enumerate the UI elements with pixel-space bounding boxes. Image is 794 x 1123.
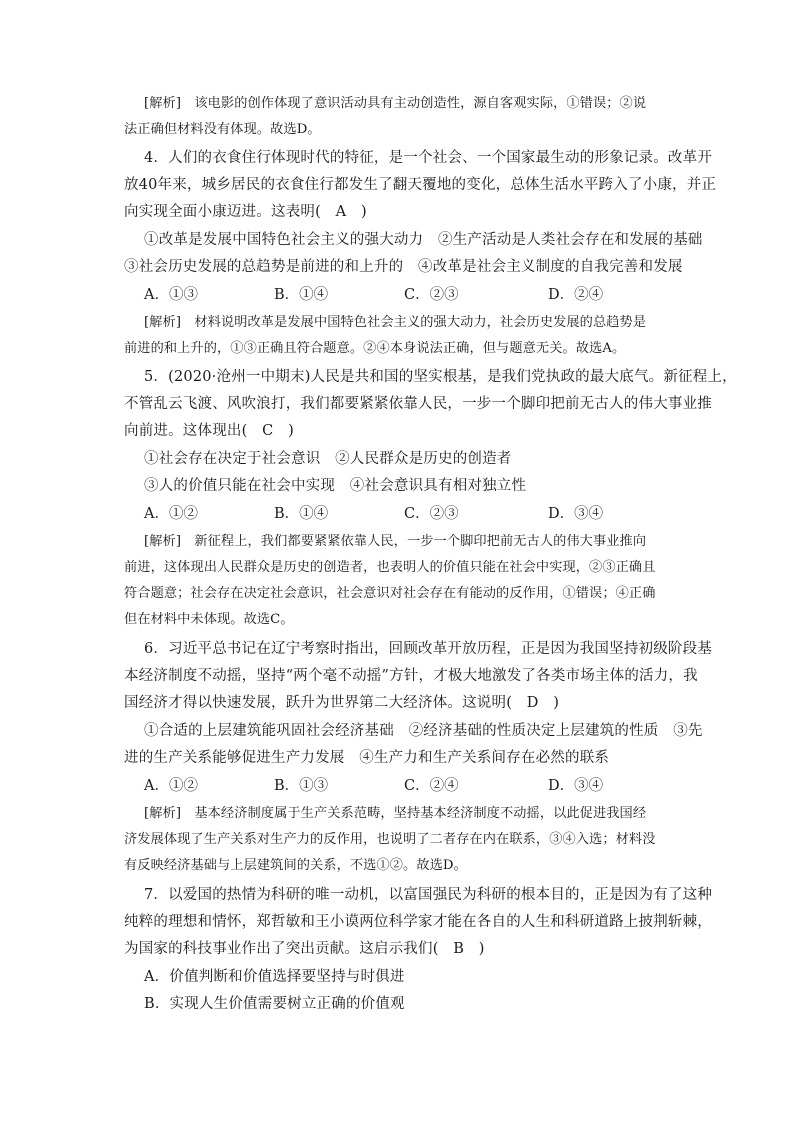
q6-option-c: C．②④ bbox=[404, 778, 459, 794]
question-6-line-1: 6．习近平总书记在辽宁考察时指出，回顾改革开放历程，正是因为我国坚持初级阶段基 bbox=[144, 641, 713, 657]
q7-option-b: B．实现人生价值需要树立正确的价值观 bbox=[144, 996, 405, 1012]
question-5-line-2: 不管乱云飞渡、风吹浪打，我们都要紧紧依靠人民，一步一个脚印把前无古人的伟大事业推 bbox=[124, 396, 712, 412]
q4-option-d: D．②④ bbox=[548, 287, 604, 303]
question-4-statements-2: ③社会历史发展的总趋势是前进的和上升的 ④改革是社会主义制度的自我完善和发展 bbox=[124, 259, 683, 275]
question-4-statements-1: ①改革是发展中国特色社会主义的强大动力 ②生产活动是人类社会存在和发展的基础 bbox=[144, 232, 703, 248]
q5-option-c: C．②③ bbox=[404, 506, 459, 522]
analysis-q4-line-2: 前进的和上升的，①③正确且符合题意。②④本身说法正确，但与题意无关。故选A。 bbox=[124, 341, 626, 356]
question-7-line-1: 7．以爱国的热情为科研的唯一动机，以富国强民为科研的根本目的，正是因为有了这种 bbox=[144, 887, 713, 903]
question-6-line-3: 国经济才得以快速发展，跃升为世界第二大经济体。这说明( D ) bbox=[124, 695, 560, 711]
analysis-q5-line-4: 但在材料中未体现。故选C。 bbox=[124, 612, 294, 627]
analysis-q3-line-1: [解析] 该电影的创作体现了意识活动具有主动创造性，源自客观实际，①错误；②说 bbox=[144, 96, 647, 111]
analysis-q6-line-2: 济发展体现了生产关系对生产力的反作用，也说明了二者存在内在联系，③④入选；材料没 bbox=[124, 832, 656, 847]
analysis-q6-line-1: [解析] 基本经济制度属于生产关系范畴，坚持基本经济制度不动摇，以此促进我国经 bbox=[144, 806, 647, 821]
q4-option-a: A．①③ bbox=[144, 287, 198, 303]
analysis-q4-line-1: [解析] 材料说明改革是发展中国特色社会主义的强大动力，社会历史发展的总趋势是 bbox=[144, 315, 647, 330]
analysis-q5-line-3: 符合题意；社会存在决定社会意识，社会意识对社会存在有能动的反作用，①错误；④正确 bbox=[124, 586, 656, 601]
q6-option-a: A．①② bbox=[144, 778, 198, 794]
question-5-line-3: 向前进。这体现出( C ) bbox=[124, 423, 295, 439]
analysis-q3-line-2: 法正确但材料没有体现。故选D。 bbox=[124, 122, 321, 137]
q5-option-d: D．③④ bbox=[548, 506, 604, 522]
analysis-q6-line-3: 有反映经济基础与上层建筑间的关系，不选①②。故选D。 bbox=[124, 858, 467, 873]
question-4-line-2: 放40年来，城乡居民的衣食住行都发生了翻天覆地的变化，总体生活水平跨入了小康，并正 bbox=[124, 177, 717, 193]
question-7-line-2: 纯粹的理想和情怀，郑哲敏和王小谟两位科学家才能在各自的人生和科研道路上披荆斩棘， bbox=[124, 914, 712, 930]
question-4-line-3: 向实现全面小康迈进。这表明( A ) bbox=[124, 204, 367, 220]
question-6-statements-2: 进的生产关系能够促进生产力发展 ④生产力和生产关系间存在必然的联系 bbox=[124, 750, 610, 766]
question-6-line-2: 本经济制度不动摇，坚持“两个毫不动摇”方针，才极大地激发了各类市场主体的活力，我 bbox=[124, 668, 698, 684]
question-6-statements-1: ①合适的上层建筑能巩固社会经济基础 ②经济基础的性质决定上层建筑的性质 ③先 bbox=[144, 723, 703, 739]
q4-option-b: B．①④ bbox=[274, 287, 329, 303]
q7-option-a: A．价值判断和价值选择要坚持与时俱进 bbox=[144, 969, 405, 985]
q5-option-a: A．①② bbox=[144, 506, 198, 522]
analysis-q5-line-2: 前进，这体现出人民群众是历史的创造者，也表明人的价值只能在社会中实现，②③正确且 bbox=[124, 560, 656, 575]
question-7-line-3: 为国家的科技事业作出了突出贡献。这启示我们( B ) bbox=[124, 941, 485, 957]
question-4-line-1: 4．人们的衣食住行体现时代的特征，是一个社会、一个国家最生动的形象记录。改革开 bbox=[144, 150, 713, 166]
question-5-statements-1: ①社会存在决定于社会意识 ②人民群众是历史的创造者 bbox=[144, 451, 512, 467]
q6-option-d: D．③④ bbox=[548, 778, 604, 794]
question-5-statements-2: ③人的价值只能在社会中实现 ④社会意识具有相对独立性 bbox=[144, 478, 527, 494]
q4-option-c: C．②③ bbox=[404, 287, 459, 303]
analysis-q5-line-1: [解析] 新征程上，我们都要紧紧依靠人民，一步一个脚印把前无古人的伟大事业推向 bbox=[144, 534, 647, 549]
question-5-line-1: 5．(2020·沧州一中期末)人民是共和国的坚实根基，是我们党执政的最大底气。新征程上， bbox=[144, 369, 737, 385]
q5-option-b: B．①④ bbox=[274, 506, 329, 522]
q6-option-b: B．①③ bbox=[274, 778, 329, 794]
